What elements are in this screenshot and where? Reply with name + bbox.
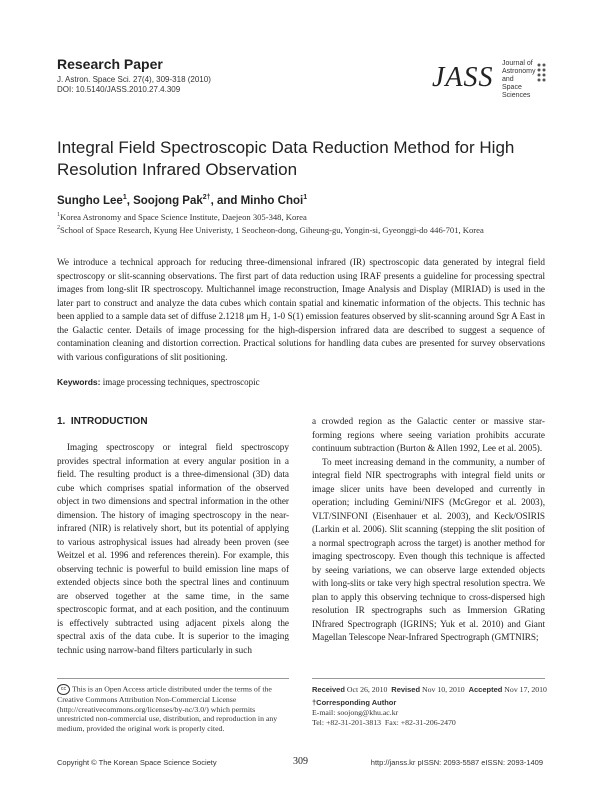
intro-right-column — [312, 415, 545, 645]
journal-logo-subtitle: Journal of Astronomy and Space Sciences — [502, 60, 536, 99]
citation: J. Astron. Space Sci. 27(4), 309-318 (2010) — [57, 75, 211, 84]
footnote-divider — [312, 678, 545, 679]
creative-commons-icon: cc — [57, 684, 70, 695]
footnote-divider — [57, 678, 289, 679]
journal-logo-text: JASS — [432, 62, 494, 93]
author-list: Sungho Lee$^1$, Soojong Pak$^{2\dagger}$, and Minho Choi$^1$ — [57, 194, 308, 207]
issn-info: http://janss.kr pISSN: 2093-5587 eISSN: 2093-1409 — [370, 758, 543, 767]
affiliation-2: $^2$School of Space Research, Kyung Hee Univeristy, 1 Seocheon-dong, Giheung-gu, Yongin-si, Gyeonggi-do 446-701, Korea — [57, 225, 484, 235]
doi: DOI: 10.5140/JASS.2010.27.4.309 — [57, 85, 181, 94]
page-number: 309 — [293, 756, 308, 767]
intro-paragraph: To meet increasing demand in the community, a number of integral field NIR spectrographs with integral field units or image slicer units have been developed and currently in operation; including Gemini/NIFS (McGregor et al. 2003), VLT/SINFONI (Eisenhauer et al. 2003), and Keck/OSIRIS (Larkin et al. 2006). Slit scanning (stepping the slit position of a normal spectrograph across the target) is another method for imaging spectroscopy. Even though this technique is affected by seeing variations, we can observe large extended objects with long-slits or take very high spectral resolution spectra. We plan to apply this observing technique to cross-dispersed high resolution IR spectrographs such as Immersion GRating INfrared Spectrograph (IGRINS; Yuk et al. 2010) and Giant Magellan Telescope Near-Infrared Spectrograph (GMTNIRS; — [312, 456, 545, 642]
intro-left-column: Imaging spectroscopy or integral field spectroscopy provides spectral information at every angular position in a field. The resulting product is a three-dimensional (3D) data cube which comprises spatial information of the observed object in two dimensions and spectral information in the other dimension. The history of imaging spectroscopy in the near-infrared (NIR) is relatively short, but its potential of applying to various astrophysical issues had already been proven (see Weitzel et al. 1996 and references therein). For example, this observing technic is powerful to build emission line maps of extended objects since both the spectral lines and continuum are observed together at the same time, in the same spectroscopic format, and at each position, and the continuum is effectively subtracted using adjacent pixels along the spectral axis of the data cube. It is superior to the imaging technic using narrow-band filters particularly in such — [57, 442, 289, 655]
article-type-label: Research Paper — [57, 56, 163, 72]
author-email: E-mail: soojong@khu.ac.kr — [312, 708, 399, 717]
corresponding-author: †Corresponding Author E-mail: soojong@khu.ac.kr Tel: +82-31-201-3813 Fax: +82-31-206-2470 — [312, 698, 456, 727]
abstract: We introduce a technical approach for reducing three-dimensional infrared (IR) spectroscopic data generated by integral field spectroscopy or slit-scanning observations. The first part of data reduction using IRAF presents a guideline for processing spectral images from long-slit IR spectroscopy. Multichannel image reconstruction, Image Analysis and Display (MIRIAD) is used in the later part to construct and analyze the data cubes which contain spatial and kinematic information of the objects. This technic has been applied to a sample data set of diffuse 2.1218 μm H₂ 1-0 S(1) emission features observed by slit-scanning around Sgr A East in the Galactic center. Details of image processing for the high-dispersion infrared data are described to suggest a sequence of contamination cleaning and distortion correction. Practical solutions for handling data cubes are presented for survey observations with various configurations of slit positioning. — [57, 257, 545, 362]
affiliation-1: $^1$Korea Astronomy and Space Science Institute, Daejeon 305-348, Korea — [57, 212, 307, 222]
intro-paragraph: a crowded region as the Galactic center or massive star-forming regions where seeing variation prohibits accurate continuum subtraction (Burton & Allen 1992, Lee et al. 2005). — [312, 416, 545, 453]
copyright: Copyright © The Korean Space Science Society — [57, 758, 217, 767]
keywords: Keywords: image processing techniques, spectroscopic — [57, 377, 260, 387]
section-heading: 1. INTRODUCTION — [57, 416, 148, 427]
journal-logo-dots-icon — [536, 62, 548, 88]
received-dates: Received Oct 26, 2010 Revised Nov 10, 2010 Accepted Nov 17, 2010 — [312, 685, 547, 694]
author-phone: Tel: +82-31-201-3813 Fax: +82-31-206-2470 — [312, 718, 456, 727]
paper-title: Integral Field Spectroscopic Data Reduction Method for High Resolution Infrared Observation — [57, 138, 515, 179]
journal-logo — [432, 60, 547, 100]
license-note: cc This is an Open Access article distributed under the terms of the Creative Commons Attribution Non-Commercial License (http://creativecommons.org/licenses/by-nc/3.0/) which permits unrestricted non-commercial use, distribution, and reproduction in any medium, provided the original work is properly cited. — [57, 684, 278, 733]
